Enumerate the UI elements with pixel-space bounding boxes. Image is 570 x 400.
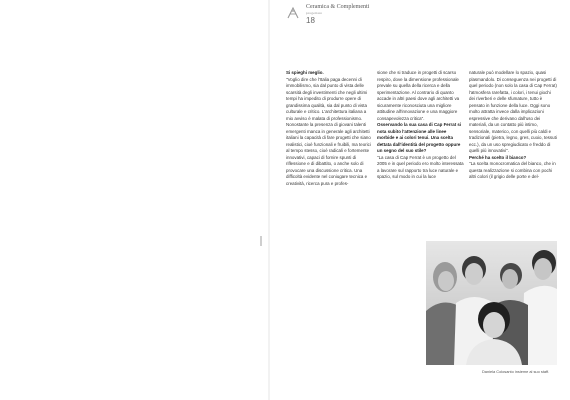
- left-page: [0, 0, 268, 400]
- publication-subtitle: progettare: [306, 11, 323, 15]
- gutter-mark: [260, 236, 262, 246]
- article-column-1: [286, 70, 374, 187]
- article-column-3: [469, 70, 557, 181]
- interview-answer: "La casa di Cap Ferrat è un progetto del 2005 e in quel periodo ero molto interessata a lavorare sul rapporto tra luce naturale e spazio, sul modo in cui la luce: [377, 154, 464, 179]
- article-column-2: [377, 70, 465, 181]
- page-number: 18: [306, 16, 315, 25]
- page-header: [286, 3, 426, 27]
- staff-photo-image: [426, 241, 557, 365]
- interview-answer: "Voglio dire che l'Italia paga decenni di immobilismo, sia dal punto di vista delle scarsità degli investimenti che negli ultimi tempi ha impedito di produrre opere di grandissima qualità, sia dal punto di vista culturale e critico. L'architettura italiana a mio avviso è malata di professionismo. Nonostante la presenza di giovani talenti emergenti manca in generale agli architetti italiani la capacità di fare progetti che siano realistici, cioè funzionali e fruibili, ma teorici al tempo stesso, cioè radicali e fortemente innovativi, capaci di fornire spunti di riflessione e di dibattito, o anche solo di provocare una discussione critica. Una difficoltà evidente nel coniugare tecnica e creatività, ricerca pura e profes-: [286, 76, 371, 186]
- interview-answer: naturale può modellare lo spazio, quasi plasmandolo. Di conseguenza nei progetti di quel periodo (non solo la casa di Cap Ferrat) l'atmosfera rarefatta, i colori, i tenui giochi dei riverberi e delle sfumature, tutto è pensato in funzione della luce. Oggi sono molto attratta invece dalla implicazioni espressive che derivano dall'uso dei materiali, da un contatto più intimo, sensoriale, materico, con quelli più caldi e tradizionali (pietra, legno, gres, cuoio, tessuti ecc.), da un uso spregiudicato e freddo di quelli più innovativi".: [469, 70, 557, 153]
- staff-photo: [426, 241, 557, 365]
- interview-answer: sione che si traduce in progetti di scarso respiro, dove la dimensione professionale prevale su quella della ricerca e della sperimentazione. Al contrario di quanto accade in altri paesi dove agli architetti va sicuramente riconosciuta una migliore attitudine all'innovazione e una maggiore consapevolezza critica".: [377, 70, 460, 121]
- publication-logo-icon: [286, 6, 300, 20]
- interview-question: Perché ha scelto il bianco?: [469, 154, 527, 160]
- interview-answer: "La scelta monocromatica del bianco, che in questa realizzazione si combina con pochi altri colori (il grigio delle porte e del-: [469, 161, 556, 179]
- publication-title: Ceramica & Complementi: [306, 4, 370, 10]
- interview-question: Si spieghi meglio.: [286, 70, 324, 75]
- photo-caption: Daniela Colosanto insieme al suo staff.: [482, 369, 550, 374]
- interview-question: Osservando la sua casa di Cap Ferrat si nota subito l'attenzione alle linee morbide e ai colori tenui. Una scelta dettata dall'identità del progetto oppure un segno del suo stile?: [377, 122, 462, 153]
